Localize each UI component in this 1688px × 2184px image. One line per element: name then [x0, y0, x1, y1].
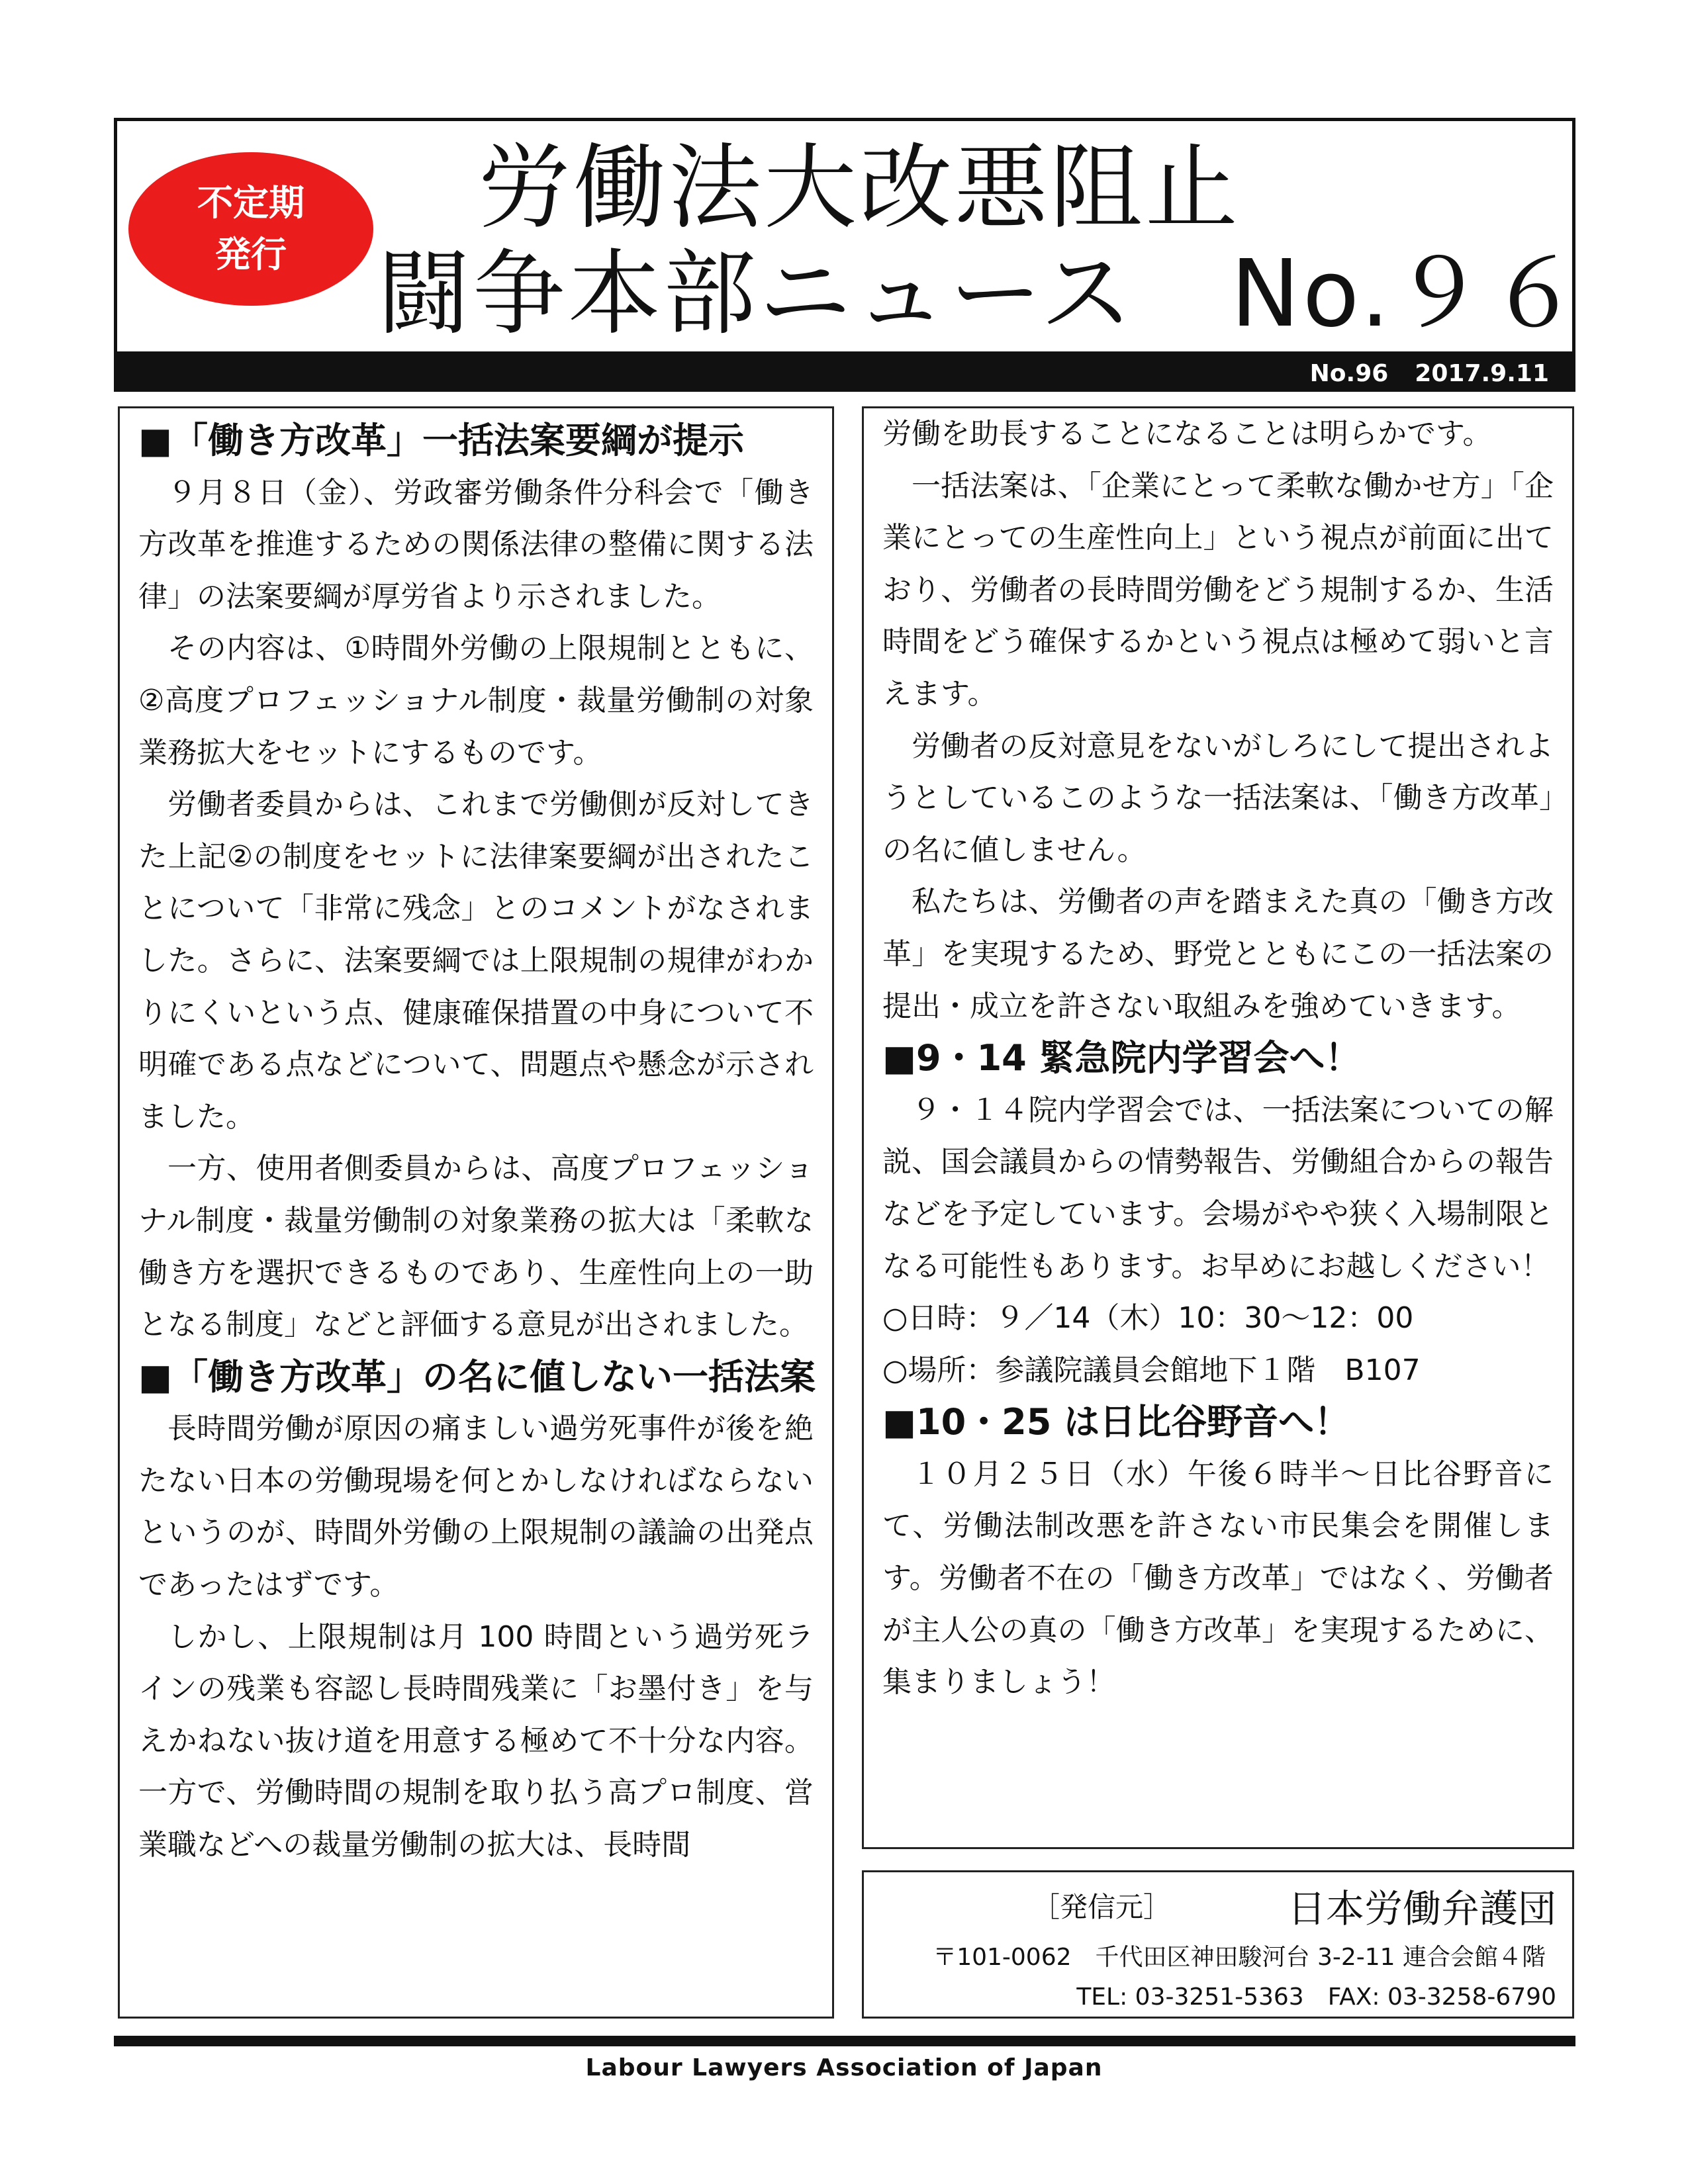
paragraph: しかし、上限規制は月 100 時間という過労死ラインの残業も容認し長時間残業に「お墨付き」を与えかねない抜け道を用意する極めて不十分な内容。一方で、労働時間の規制を取り払う高プロ制度、営業職などへの裁量労働制の拡大は、長時間 [138, 1619, 814, 1862]
sender-contact: TEL: 03-3251-5363 FAX: 03-3258-6790 [1076, 1983, 1556, 2011]
badge-line2: 発行 [215, 234, 287, 275]
left-column [118, 406, 834, 2019]
issue-date: 2017.9.11 [1415, 359, 1549, 387]
paragraph: ９・１４院内学習会では、一括法案についての解説、国会議員からの情勢報告、労働組合からの報告などを予定しています。会場がやや狭く入場制限となる可能性もあります。お早めにお越しください！ [882, 1093, 1554, 1283]
sender-box [862, 1870, 1574, 2019]
bottom-rule [114, 2036, 1575, 2046]
organization-english-name: Labour Lawyers Association of Japan [585, 2054, 1103, 2081]
paragraph: 一括法案は、「企業にとって柔軟な働かせ方」「企業にとっての生産性向上」という視点が前面に出ており、労働者の長時間労働をどう規制するか、生活時間をどう確保するかという視点は極めて弱いと言えます。 [882, 469, 1554, 711]
issue-bar [114, 355, 1575, 392]
paragraph: 労働を助長することになることは明らかです。 [882, 417, 1492, 451]
paragraph: １０月２５日（水）午後６時半～日比谷野音にて、労働法制改悪を許さない市民集会を開催します。労働者不在の「働き方改革」ではなく、労働者が主人公の真の「働き方改革」を実現するために、集まりましょう！ [882, 1457, 1554, 1700]
section-heading: ■「働き方改革」の名に値しない一括法案 [138, 1355, 816, 1398]
sender-address: 〒101-0062 千代田区神田駿河台 3-2-11 連合会館４階 [933, 1944, 1546, 1971]
paragraph: 労働者委員からは、これまで労働側が反対してきた上記②の制度をセットに法律案要綱が出されたことについて「非常に残念」とのコメントがなされました。さらに、法案要綱では上限規制の規律がわかりにくいという点、健康確保措置の中身について不明確である点などについて、問題点や懸念が示されました。 [138, 788, 814, 1134]
paragraph: 一方、使用者側委員からは、高度プロフェッショナル制度・裁量労働制の対象業務の拡大は「柔軟な働き方を選択できるものであり、生産性向上の一助となる制度」などと評価する意見が出されました。 [138, 1152, 814, 1342]
section-heading: ■10・25 は日比谷野音へ！ [882, 1401, 1350, 1443]
event-date: ○日時：９／14（木）10：30～12：00 [882, 1301, 1414, 1336]
sender-name: 日本労働弁護団 [1287, 1886, 1556, 1931]
paragraph: 長時間労働が原因の痛ましい過労死事件が後を絶たない日本の労働現場を何とかしなければならないというのが、時間外労働の上限規制の議論の出発点であったはずです。 [138, 1412, 814, 1602]
page-title-line1: 労働法大改悪阻止 [478, 134, 1241, 242]
section-heading: ■「働き方改革」一括法案要綱が提示 [138, 420, 745, 461]
right-column [862, 406, 1574, 1849]
event-place: ○場所：参議院議員会館地下１階 B107 [882, 1353, 1421, 1387]
section-heading: ■9・14 緊急院内学習会へ！ [882, 1037, 1361, 1079]
irregular-issue-badge [128, 152, 373, 306]
page-title-line2: 闘争本部ニュース No.９６ [377, 240, 1583, 348]
sender-label: ［発信元］ [1032, 1891, 1172, 1923]
paragraph: 私たちは、労働者の声を踏まえた真の「働き方改革」を実現するため、野党とともにこの一括法案の提出・成立を許さない取組みを強めていきます。 [882, 885, 1554, 1023]
badge-line1: 不定期 [197, 182, 305, 224]
paragraph: ９月８日（金）、労政審労働条件分科会で「働き方改革を推進するための関係法律の整備に関する法律」の法案要綱が厚労省より示されました。 [138, 475, 814, 614]
issue-number: No.96 [1309, 359, 1389, 387]
paragraph: その内容は、①時間外労働の上限規制とともに、②高度プロフェッショナル制度・裁量労働制の対象業務拡大をセットにするものです。 [138, 631, 814, 770]
paragraph: 労働者の反対意見をないがしろにして提出されようとしているこのような一括法案は、「働き方改革」の名に値しません。 [882, 729, 1554, 867]
